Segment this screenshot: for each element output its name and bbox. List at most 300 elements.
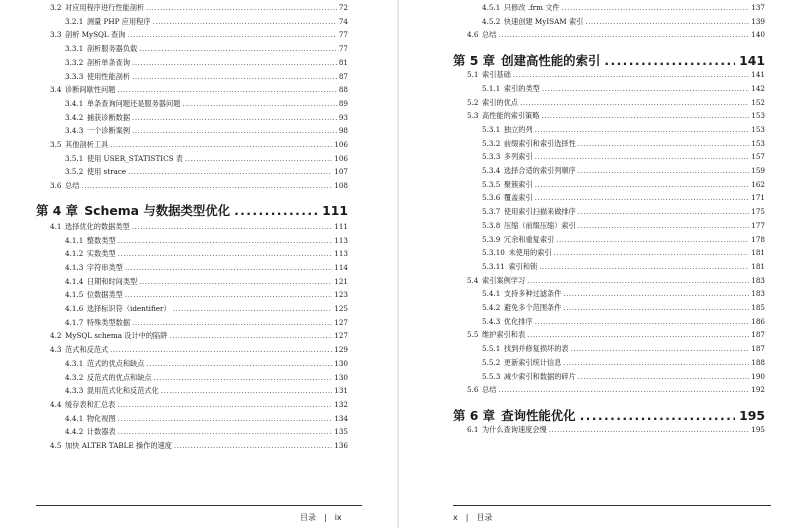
- toc-number: 4.4.1: [65, 413, 84, 423]
- toc-title: 反范式的优点和缺点: [86, 372, 152, 382]
- toc-title: 独立的列: [503, 124, 533, 134]
- toc-number: 5.3.2: [482, 138, 501, 148]
- toc-subsection-entry: [482, 180, 765, 190]
- footer-label: 目录: [476, 513, 493, 522]
- toc-subsection-entry: [482, 221, 765, 231]
- leader-dots: [535, 317, 750, 326]
- toc-page-number: 87: [338, 71, 348, 81]
- toc-title: 单条查询问题还是服务器问题: [86, 98, 181, 108]
- toc-title: 一个诊断案例: [86, 126, 131, 136]
- toc-number: 5.5.2: [482, 357, 501, 367]
- toc-subsection-entry: [482, 358, 765, 368]
- toc-title: 选择优化的数据类型: [65, 221, 130, 231]
- toc-subsection-entry: [65, 72, 348, 82]
- toc-section-entry: [467, 98, 765, 108]
- toc-page-number: 106: [334, 153, 348, 163]
- toc-page-number: 159: [751, 166, 765, 175]
- leader-dots: [132, 126, 337, 135]
- leader-dots: [173, 304, 333, 313]
- toc-number: 4.1.5: [65, 290, 84, 300]
- toc-page-number: 185: [751, 303, 765, 312]
- toc-number: 3.4.1: [65, 98, 84, 108]
- toc-page-number: 127: [334, 331, 348, 341]
- leader-dots: [169, 331, 332, 340]
- toc-number: 第 6 章: [453, 407, 496, 423]
- toc-section-entry: [50, 181, 348, 191]
- leader-dots: [585, 17, 749, 26]
- toc-page-number: 72: [338, 3, 348, 12]
- toc-subsection-entry: [482, 84, 765, 94]
- toc-number: 3.3.3: [65, 71, 84, 81]
- toc-page-number: 111: [334, 221, 348, 231]
- toc-subsection-entry: [65, 99, 348, 109]
- toc-number: 4.5.2: [482, 16, 501, 26]
- leader-dots: [154, 373, 333, 382]
- toc-title: Schema 与数据类型优化: [84, 202, 231, 218]
- footer-rule: [453, 505, 771, 506]
- leader-dots: [182, 99, 337, 108]
- toc-title: 维护索引和表: [482, 330, 526, 340]
- footer-separator: |: [465, 513, 469, 522]
- toc-title: 实数类型: [86, 249, 116, 259]
- toc-page-number: 171: [751, 193, 765, 203]
- toc-page-number: 141: [751, 70, 765, 80]
- footer-page-number: x: [453, 513, 458, 522]
- toc-page-number: 195: [739, 407, 765, 423]
- toc-title: 覆盖索引: [503, 193, 533, 203]
- toc-title: 使用 USER_STATISTICS 表: [86, 153, 183, 163]
- toc-page-number: 153: [751, 124, 765, 134]
- toc-number: 5.3.1: [482, 124, 501, 134]
- toc-subsection-entry: [65, 386, 348, 396]
- toc-page-number: 121: [334, 276, 348, 286]
- toc-page-number: 111: [322, 202, 348, 218]
- toc-title: 找到并修复损坏的表: [503, 344, 569, 354]
- toc-number: 4.1: [50, 221, 62, 231]
- toc-title: 为什么查询速度会慢: [482, 424, 547, 434]
- toc-number: 5.5: [467, 330, 479, 340]
- leader-dots: [118, 414, 333, 423]
- toc-title: 创建高性能的索引: [501, 53, 601, 69]
- toc-number: 4.1.7: [65, 317, 84, 327]
- leader-dots: [513, 70, 749, 79]
- leader-dots: [554, 248, 750, 257]
- toc-section-entry: [50, 3, 348, 13]
- toc-title: 总结: [65, 181, 80, 191]
- toc-title: 优化排序: [503, 316, 533, 326]
- toc-number: 5.6: [467, 385, 479, 395]
- toc-title: 查询性能优化: [501, 407, 576, 423]
- leader-dots: [535, 180, 750, 189]
- toc-section-entry: [467, 30, 765, 40]
- leader-dots: [498, 30, 749, 39]
- toc-title: 剖析单条查询: [86, 57, 131, 67]
- toc-title: 范式和反范式: [65, 345, 109, 355]
- toc-chapter-heading: [453, 51, 765, 69]
- toc-title: 使用索引扫描来做排序: [503, 207, 576, 217]
- toc-page-number: 177: [751, 220, 765, 230]
- toc-number: 5.3.5: [482, 179, 501, 189]
- toc-number: 4.1.6: [65, 304, 84, 313]
- toc-subsection-entry: [65, 44, 348, 54]
- footer-label: 目录: [300, 513, 316, 522]
- toc-number: 5.3.8: [482, 220, 501, 230]
- toc-page-number: 140: [751, 30, 765, 40]
- toc-page-number: 136: [334, 441, 348, 450]
- toc-page-number: 183: [751, 275, 765, 285]
- toc-number: 第 4 章: [36, 202, 79, 218]
- toc-number: 4.1.4: [65, 276, 84, 286]
- toc-number: 4.3.1: [65, 358, 84, 368]
- toc-title: 总结: [482, 385, 497, 395]
- toc-title: 支持多种过滤条件: [503, 289, 562, 299]
- toc-subsection-entry: [482, 317, 765, 327]
- toc-subsection-entry: [65, 277, 348, 287]
- leader-dots: [580, 408, 736, 423]
- toc-subsection-entry: [65, 58, 348, 68]
- toc-title: 剖析服务器负载: [86, 44, 138, 54]
- page-footer: [300, 512, 342, 523]
- toc-title: 总结: [482, 30, 497, 40]
- toc-number: 6.1: [467, 424, 479, 434]
- toc-number: 5.2: [467, 97, 479, 107]
- leader-dots: [535, 193, 750, 202]
- leader-dots: [146, 3, 337, 12]
- toc-page-number: 181: [751, 248, 765, 258]
- toc-page-number: 106: [334, 140, 348, 149]
- toc-number: 5.3.6: [482, 193, 501, 203]
- toc-subsection-entry: [482, 262, 765, 272]
- toc-page-number: 129: [334, 345, 348, 355]
- toc-title: 多列索引: [503, 152, 533, 162]
- toc-section-entry: [467, 425, 765, 435]
- toc-page-number: 192: [751, 385, 765, 395]
- toc-title: 范式的优点和缺点: [86, 358, 145, 368]
- leader-dots: [539, 262, 749, 271]
- toc-subsection-entry: [482, 3, 765, 13]
- toc-number: 3.4.2: [65, 112, 84, 122]
- leader-dots: [578, 166, 750, 175]
- toc-title: 混用范式化和反范式化: [86, 386, 159, 396]
- toc-number: 4.1.3: [65, 262, 84, 272]
- leader-dots: [132, 318, 332, 327]
- leader-dots: [117, 85, 336, 94]
- toc-page-number: 130: [334, 372, 348, 382]
- toc-number: 5.3.9: [482, 234, 501, 244]
- toc-number: 3.3.1: [65, 44, 84, 54]
- toc-title: 更新索引统计信息: [503, 357, 562, 367]
- leader-dots: [110, 345, 332, 354]
- leader-dots: [125, 263, 332, 272]
- toc-title: 诊断间歇性问题: [65, 85, 116, 95]
- toc-subsection-entry: [482, 17, 765, 27]
- leader-dots: [81, 181, 332, 190]
- toc-page-number: 139: [751, 16, 765, 26]
- toc-number: 5.5.3: [482, 371, 501, 381]
- toc-subsection-entry: [65, 427, 348, 437]
- toc-number: 4.4: [50, 399, 62, 409]
- leader-dots: [153, 17, 337, 26]
- toc-page-number: 107: [334, 167, 348, 177]
- toc-section-entry: [50, 331, 348, 341]
- leader-dots: [146, 359, 332, 368]
- toc-title: 加快 ALTER TABLE 操作的速度: [65, 441, 172, 450]
- toc-number: 3.2: [50, 3, 62, 12]
- toc-page-number: 187: [751, 330, 765, 340]
- toc-chapter-heading: [36, 201, 348, 219]
- toc-title: 字符串类型: [86, 262, 123, 272]
- toc-page-number: 89: [338, 98, 348, 108]
- toc-page-number: 132: [334, 399, 348, 409]
- toc-title: 压缩（前缀压缩）索引: [503, 220, 576, 230]
- toc-number: 3.5.1: [65, 153, 84, 163]
- toc-section-entry: [50, 441, 348, 451]
- toc-subsection-entry: [65, 318, 348, 328]
- toc-page-number: 74: [338, 16, 348, 26]
- toc-subsection-entry: [65, 249, 348, 259]
- toc-number: 4.1.2: [65, 249, 84, 259]
- toc-page-number: 157: [751, 152, 765, 162]
- toc-number: 3.3: [50, 30, 62, 40]
- toc-title: 索引基础: [482, 70, 511, 80]
- toc-title: 整数类型: [86, 235, 116, 245]
- toc-page-number: 188: [751, 357, 765, 367]
- leader-dots: [132, 222, 333, 231]
- toc-subsection-entry: [482, 235, 765, 245]
- toc-subsection-entry: [482, 152, 765, 162]
- footer-separator: |: [324, 513, 327, 522]
- toc-number: 3.2.1: [65, 16, 84, 26]
- toc-subsection-entry: [482, 303, 765, 313]
- toc-title: 其他剖析工具: [65, 140, 109, 149]
- toc-number: 5.3: [467, 111, 479, 121]
- toc-page-number: 162: [751, 179, 765, 189]
- toc-title: 索引的类型: [503, 83, 540, 93]
- toc-number: 5.3.11: [482, 261, 505, 271]
- leader-dots: [562, 3, 750, 12]
- leader-dots: [132, 113, 337, 122]
- leader-dots: [117, 400, 332, 409]
- toc-subsection-entry: [65, 126, 348, 136]
- page-gutter: [397, 0, 399, 528]
- leader-dots: [132, 58, 337, 67]
- toc-page-number: 134: [334, 413, 348, 423]
- toc-page-number: 141: [739, 53, 765, 69]
- toc-section-entry: [50, 85, 348, 95]
- toc-title: 捕获诊断数据: [86, 112, 131, 122]
- toc-subsection-entry: [65, 373, 348, 383]
- toc-page-number: 181: [751, 261, 765, 271]
- footer-rule: [36, 505, 362, 506]
- toc-page-number: 81: [338, 57, 348, 67]
- leader-dots: [118, 236, 333, 245]
- toc-title: 避免多个范围条件: [503, 303, 562, 312]
- toc-title: 剖析 MySQL 查询: [65, 30, 126, 40]
- toc-number: 4.2: [50, 331, 62, 341]
- leader-dots: [498, 385, 749, 394]
- toc-page-number: 77: [338, 44, 348, 54]
- leader-dots: [556, 235, 749, 244]
- toc-subsection-entry: [482, 344, 765, 354]
- toc-title: 选择标识符（identifier）: [86, 304, 171, 313]
- toc-title: 快速创建 MyISAM 索引: [503, 16, 584, 26]
- toc-subsection-entry: [65, 359, 348, 369]
- leader-dots: [549, 425, 750, 434]
- toc-number: 5.4: [467, 275, 479, 285]
- toc-number: 3.3.2: [65, 57, 84, 67]
- toc-page-number: 175: [751, 207, 765, 217]
- leader-dots: [563, 303, 749, 312]
- toc-title: 计数器表: [86, 427, 116, 437]
- toc-number: 3.5: [50, 140, 62, 149]
- toc-title: 未使用的索引: [508, 248, 552, 258]
- toc-title: 高性能的索引策略: [482, 111, 540, 121]
- toc-chapter-heading: [453, 406, 765, 424]
- leader-dots: [527, 276, 749, 285]
- leader-dots: [604, 53, 735, 68]
- toc-page-number: 88: [338, 85, 348, 95]
- toc-page-number: 113: [334, 235, 348, 245]
- toc-title: 特殊类型数据: [86, 317, 131, 327]
- toc-subsection-entry: [482, 125, 765, 135]
- leader-dots: [535, 125, 750, 134]
- toc-number: 4.5: [50, 441, 62, 450]
- left-page: [0, 0, 395, 528]
- toc-title: 索引案例学习: [482, 275, 526, 285]
- toc-number: 4.6: [467, 30, 479, 40]
- toc-subsection-entry: [482, 166, 765, 176]
- toc-title: 使用性能剖析: [86, 71, 131, 81]
- leader-dots: [527, 330, 749, 339]
- toc-title: 日期和时间类型: [86, 276, 138, 286]
- toc-page-number: 77: [338, 30, 348, 40]
- toc-number: 5.1.1: [482, 83, 501, 93]
- toc-subsection-entry: [65, 113, 348, 123]
- toc-page-number: 127: [334, 317, 348, 327]
- toc-title: 只修改 .frm 文件: [503, 3, 560, 12]
- toc-section-entry: [50, 345, 348, 355]
- toc-page-number: 153: [751, 138, 765, 148]
- leader-dots: [578, 221, 750, 230]
- toc-section-entry: [467, 385, 765, 395]
- toc-page-number: 183: [751, 289, 765, 299]
- toc-page-number: 187: [751, 344, 765, 354]
- toc-page-number: 195: [751, 424, 765, 434]
- toc-page-number: 125: [334, 304, 348, 313]
- leader-dots: [118, 249, 333, 258]
- toc-subsection-entry: [65, 290, 348, 300]
- toc-page-number: 137: [751, 3, 765, 12]
- toc-page-number: 131: [334, 386, 348, 396]
- toc-title: 选择合适的索引列顺序: [503, 166, 576, 175]
- toc-number: 4.4.2: [65, 427, 84, 437]
- toc-page-number: 178: [751, 234, 765, 244]
- toc-number: 5.5.1: [482, 344, 501, 354]
- toc-title: 索引和锁: [508, 261, 538, 271]
- toc-page-number: 153: [751, 111, 765, 121]
- toc-section-entry: [467, 70, 765, 80]
- toc-section-entry: [467, 330, 765, 340]
- toc-subsection-entry: [482, 207, 765, 217]
- leader-dots: [542, 84, 749, 93]
- toc-title: 冗余和重复索引: [503, 234, 555, 244]
- toc-number: 5.4.1: [482, 289, 501, 299]
- toc-subsection-entry: [482, 139, 765, 149]
- toc-subsection-entry: [65, 236, 348, 246]
- toc-number: 3.6: [50, 181, 62, 191]
- toc-number: 4.3.2: [65, 372, 84, 382]
- leader-dots: [578, 207, 750, 216]
- toc-subsection-entry: [65, 154, 348, 164]
- toc-number: 4.1.1: [65, 235, 84, 245]
- leader-dots: [563, 289, 749, 298]
- toc-title: 位数据类型: [86, 290, 123, 300]
- leader-dots: [132, 72, 337, 81]
- toc-page-number: 186: [751, 316, 765, 326]
- toc-page-number: 114: [334, 262, 348, 272]
- leader-dots: [542, 111, 750, 120]
- toc-number: 5.4.3: [482, 316, 501, 326]
- leader-dots: [161, 386, 333, 395]
- toc-title: 聚簇索引: [503, 179, 533, 189]
- leader-dots: [110, 140, 332, 149]
- toc-page-number: 98: [338, 126, 348, 136]
- leader-dots: [139, 44, 337, 53]
- leader-dots: [118, 427, 333, 436]
- toc-page-number: 108: [334, 181, 348, 191]
- leader-dots: [578, 372, 750, 381]
- toc-page-number: 123: [334, 290, 348, 300]
- toc-page-number: 190: [751, 371, 765, 381]
- toc-subsection-entry: [65, 167, 348, 177]
- toc-number: 第 5 章: [453, 53, 496, 69]
- toc-title: 对应用程序进行性能剖析: [65, 3, 145, 12]
- toc-number: 4.3: [50, 345, 62, 355]
- leader-dots: [139, 277, 332, 286]
- toc-page-number: 152: [751, 97, 765, 107]
- leader-dots: [563, 358, 749, 367]
- toc-subsection-entry: [65, 414, 348, 424]
- toc-number: 5.3.4: [482, 166, 501, 175]
- leader-dots: [125, 290, 332, 299]
- leader-dots: [127, 30, 336, 39]
- toc-title: 测量 PHP 应用程序: [86, 16, 151, 26]
- toc-number: 4.5.1: [482, 3, 501, 12]
- toc-number: 5.3.10: [482, 248, 505, 258]
- toc-page-number: 113: [334, 249, 348, 259]
- toc-page-number: 93: [338, 112, 348, 122]
- page-footer: [453, 512, 492, 523]
- toc-subsection-entry: [482, 289, 765, 299]
- toc-number: 3.4.3: [65, 126, 84, 136]
- leader-dots: [174, 441, 332, 450]
- toc-title: 缓存表和汇总表: [65, 399, 116, 409]
- toc-number: 4.3.3: [65, 386, 84, 396]
- toc-page-number: 135: [334, 427, 348, 437]
- leader-dots: [520, 98, 749, 107]
- toc-subsection-entry: [482, 248, 765, 258]
- leader-dots: [128, 167, 332, 176]
- toc-title: 前缀索引和索引选择性: [503, 138, 576, 148]
- leader-dots: [578, 139, 750, 148]
- toc-title: 物化视图: [86, 413, 116, 423]
- toc-title: 索引的优点: [482, 97, 518, 107]
- toc-section-entry: [50, 30, 348, 40]
- toc-number: 3.5.2: [65, 167, 84, 177]
- toc-section-entry: [467, 111, 765, 121]
- toc-subsection-entry: [65, 304, 348, 314]
- leader-dots: [535, 152, 750, 161]
